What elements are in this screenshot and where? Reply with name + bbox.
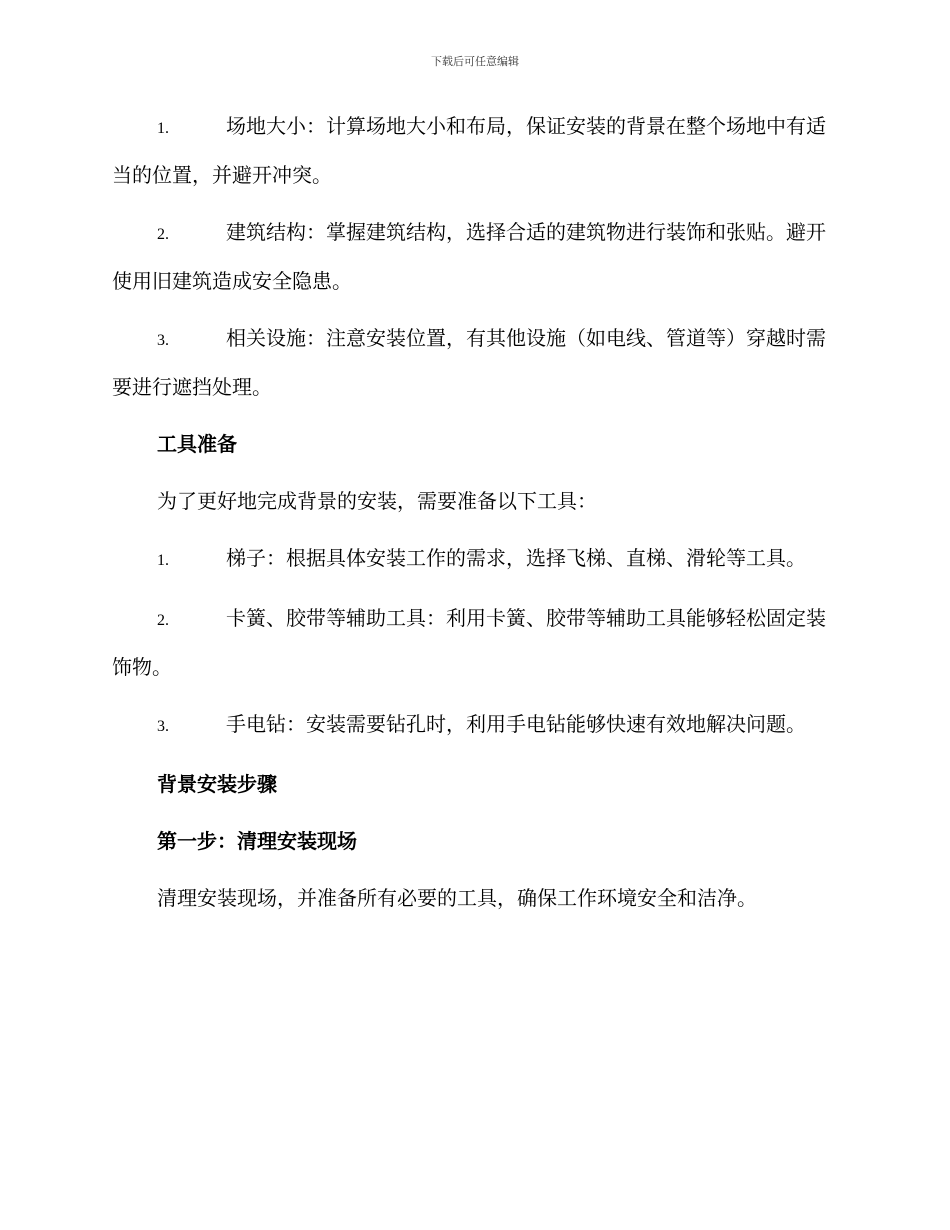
list-number: 1. bbox=[157, 120, 169, 137]
document-body bbox=[112, 103, 838, 932]
list-item-electric-drill bbox=[112, 701, 838, 750]
list-item-site-size bbox=[112, 103, 838, 198]
list-item-related-facilities bbox=[112, 315, 838, 410]
list-item-text: 建筑结构：掌握建筑结构，选择合适的建筑物进行装饰和张贴。避开使用旧建筑造成安全隐患。 bbox=[112, 220, 826, 293]
list-item-building-structure bbox=[112, 209, 838, 304]
list-item-text: 相关设施：注意安装位置，有其他设施（如电线、管道等）穿越时需要进行遮挡处理。 bbox=[112, 326, 826, 399]
list-number: 2. bbox=[157, 612, 169, 629]
step-heading-clean-site: 第一步：清理安装现场 bbox=[157, 829, 357, 853]
list-item-text: 手电钻：安装需要钻孔时，利用手电钻能够快速有效地解决问题。 bbox=[226, 712, 806, 736]
list-item-text: 场地大小：计算场地大小和布局，保证安装的背景在整个场地中有适当的位置，并避开冲突。 bbox=[112, 114, 826, 187]
list-number: 2. bbox=[157, 226, 169, 243]
tools-intro-paragraph: 为了更好地完成背景的安装，需要准备以下工具： bbox=[157, 489, 597, 513]
page-header: 下载后可任意编辑 bbox=[431, 55, 519, 68]
section-heading-installation-steps: 背景安装步骤 bbox=[157, 772, 277, 796]
step-paragraph-clean-site: 清理安装现场，并准备所有必要的工具，确保工作环境安全和洁净。 bbox=[157, 886, 757, 910]
list-item-ladder bbox=[112, 535, 838, 584]
list-item-auxiliary-tools bbox=[112, 595, 838, 690]
list-item-text: 梯子：根据具体安装工作的需求，选择飞梯、直梯、滑轮等工具。 bbox=[226, 546, 806, 570]
list-number: 3. bbox=[157, 718, 169, 735]
section-heading-tools: 工具准备 bbox=[157, 432, 237, 456]
list-number: 3. bbox=[157, 332, 169, 349]
list-number: 1. bbox=[157, 552, 169, 569]
list-item-text: 卡簧、胶带等辅助工具：利用卡簧、胶带等辅助工具能够轻松固定装饰物。 bbox=[112, 606, 826, 679]
